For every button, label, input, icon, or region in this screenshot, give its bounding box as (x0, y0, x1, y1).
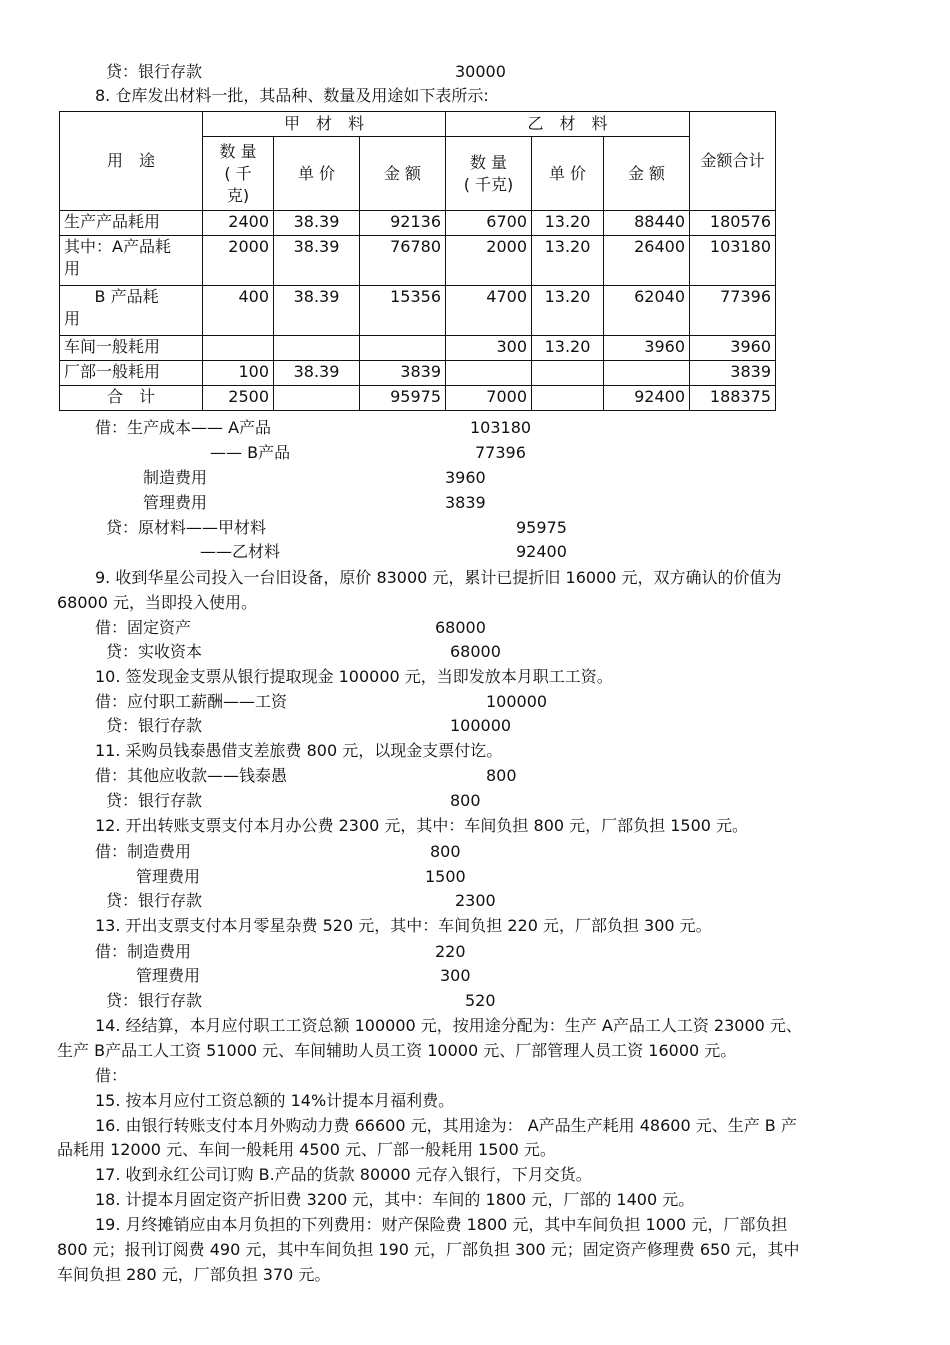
cell-price-yi: 13.20 (532, 211, 604, 236)
cell-amount-yi: 26400 (604, 236, 690, 286)
cell-price-yi (532, 386, 604, 411)
item-19-text-cont: 800 元；报刊订阅费 490 元，其中车间负担 190 元，厂部负担 300 元；固定资产修理费 650 元，其中 (57, 1240, 800, 1259)
entry-label: 管理费用 (143, 493, 208, 512)
item-16-text: 16. 由银行转账支付本月外购动力费 66600 元，其用途为： A产品生产耗用 48600 元、生产 B 产 (95, 1116, 797, 1135)
entry-amount: 100000 (486, 692, 548, 711)
cell-amount-jia: 76780 (360, 236, 446, 286)
entry-label: 管理费用 (136, 966, 201, 985)
cell-price-jia (274, 336, 360, 361)
cell-price-jia: 38.39 (274, 361, 360, 386)
item-13-text: 13. 开出支票支付本月零星杂费 520 元，其中：车间负担 220 元，厂部负担 300 元。 (95, 916, 712, 935)
header-material-jia: 甲 材 料 (203, 112, 446, 137)
row-name: 其中：A产品耗 用 (60, 236, 203, 286)
table-row (60, 361, 776, 386)
entry-amount: 1500 (425, 867, 466, 886)
entry-label: 借：制造费用 (95, 942, 192, 961)
cell-amount-yi: 62040 (604, 286, 690, 336)
entry-amount: 520 (465, 991, 496, 1010)
cell-qty-jia: 2500 (203, 386, 274, 411)
cell-price-yi: 13.20 (532, 336, 604, 361)
item-8-text: 8. 仓库发出材料一批，其品种、数量及用途如下表所示: (95, 86, 489, 105)
header-price-yi: 单 价 (532, 137, 604, 211)
item-11-text: 11. 采购员钱泰愚借支差旅费 800 元，以现金支票付讫。 (95, 741, 503, 760)
row-name: 车间一般耗用 (60, 336, 203, 361)
entry-label: 制造费用 (143, 468, 208, 487)
header-price-jia: 单 价 (274, 137, 360, 211)
entry-label: 借：应付职工薪酬——工资 (95, 692, 288, 711)
entry-label: 贷：银行存款 (106, 891, 203, 910)
cell-total: 103180 (690, 236, 776, 286)
cell-amount-jia: 95975 (360, 386, 446, 411)
cell-total: 3960 (690, 336, 776, 361)
row-name: 生产产品耗用 (60, 211, 203, 236)
cell-amount-yi: 88440 (604, 211, 690, 236)
item-18-text: 18. 计提本月固定资产折旧费 3200 元，其中：车间的 1800 元，厂部的 1400 元。 (95, 1190, 695, 1209)
item-14-text: 14. 经结算，本月应付职工工资总额 100000 元，按用途分配为：生产 A产品工人工资 23000 元、 (95, 1016, 802, 1035)
cell-price-jia: 38.39 (274, 286, 360, 336)
entry-label: —— B产品 (210, 443, 291, 462)
cell-price-yi: 13.20 (532, 236, 604, 286)
item-16-text-cont: 品耗用 12000 元、车间一般耗用 4500 元、厂部一般耗用 1500 元。 (57, 1140, 556, 1159)
cell-qty-jia (203, 336, 274, 361)
entry-label: 借：制造费用 (95, 842, 192, 861)
cell-amount-jia: 92136 (360, 211, 446, 236)
table-row (60, 336, 776, 361)
item-14-text-cont: 生产 B产品工人工资 51000 元、车间辅助人员工资 10000 元、厂部管理人员工资 16000 元。 (57, 1041, 737, 1060)
cell-qty-jia: 100 (203, 361, 274, 386)
cell-price-yi (532, 361, 604, 386)
entry-amount: 2300 (455, 891, 496, 910)
header-amount-jia: 金 额 (360, 137, 446, 211)
cell-qty-yi (446, 361, 532, 386)
entry-label: 借：其他应收款——钱泰愚 (95, 766, 288, 785)
cell-amount-jia (360, 336, 446, 361)
item-19-text: 19. 月终摊销应由本月负担的下列费用：财产保险费 1800 元，其中车间负担 1000 元，厂部负担 (95, 1215, 788, 1234)
cell-total: 77396 (690, 286, 776, 336)
header-total: 金额合计 (690, 112, 776, 211)
entry-amount: 103180 (470, 418, 532, 437)
cell-price-jia: 38.39 (274, 211, 360, 236)
entry-label: 借：固定资产 (95, 618, 192, 637)
entry-label: 借： (95, 1066, 128, 1085)
table-row (60, 286, 776, 336)
entry-amount: 68000 (450, 642, 501, 661)
entry-amount: 100000 (450, 716, 512, 735)
cell-amount-yi: 92400 (604, 386, 690, 411)
item-19-text-cont2: 车间负担 280 元，厂部负担 370 元。 (57, 1265, 331, 1284)
entry-amount: 95975 (516, 518, 567, 537)
item-9-text: 9. 收到华星公司投入一台旧设备，原价 83000 元，累计已提折旧 16000 元，双方确认的价值为 (95, 568, 782, 587)
cell-qty-yi: 4700 (446, 286, 532, 336)
cell-amount-jia: 15356 (360, 286, 446, 336)
entry-label: 借：生产成本—— A产品 (95, 418, 272, 437)
entry-label: 贷：实收资本 (106, 642, 203, 661)
cell-amount-yi: 3960 (604, 336, 690, 361)
row-name: B 产品耗 用 (60, 286, 203, 336)
table-row-total (60, 386, 776, 411)
entry-amount: 300 (440, 966, 471, 985)
header-use: 用 途 (60, 112, 203, 211)
cell-qty-yi: 300 (446, 336, 532, 361)
cell-price-jia: 38.39 (274, 236, 360, 286)
entry-amount: 3960 (445, 468, 486, 487)
credit-label: 贷：银行存款 (106, 62, 203, 81)
item-10-text: 10. 签发现金支票从银行提取现金 100000 元，当即发放本月职工工资。 (95, 667, 613, 686)
entry-label: 贷：原材料——甲材料 (106, 518, 267, 537)
credit-amount: 30000 (455, 62, 506, 81)
row-name: 厂部一般耗用 (60, 361, 203, 386)
cell-amount-jia: 3839 (360, 361, 446, 386)
entry-label: 贷：银行存款 (106, 791, 203, 810)
cell-amount-yi (604, 361, 690, 386)
cell-total: 3839 (690, 361, 776, 386)
item-12-text: 12. 开出转账支票支付本月办公费 2300 元，其中：车间负担 800 元，厂部负担 1500 元。 (95, 816, 749, 835)
header-qty-jia: 数 量 ( 千 克) (203, 137, 274, 211)
header-material-yi: 乙 材 料 (446, 112, 690, 137)
cell-qty-jia: 400 (203, 286, 274, 336)
entry-amount: 92400 (516, 542, 567, 561)
entry-label: ——乙材料 (200, 542, 281, 561)
entry-label: 管理费用 (136, 867, 201, 886)
cell-price-yi: 13.20 (532, 286, 604, 336)
cell-qty-yi: 6700 (446, 211, 532, 236)
entry-amount: 800 (450, 791, 481, 810)
entry-amount: 3839 (445, 493, 486, 512)
item-17-text: 17. 收到永红公司订购 B.产品的货款 80000 元存入银行，下月交货。 (95, 1165, 592, 1184)
entry-amount: 220 (435, 942, 466, 961)
cell-qty-yi: 2000 (446, 236, 532, 286)
cell-qty-yi: 7000 (446, 386, 532, 411)
entry-label: 贷：银行存款 (106, 991, 203, 1010)
item-15-text: 15. 按本月应付工资总额的 14%计提本月福利费。 (95, 1091, 455, 1110)
materials-table (59, 111, 776, 411)
entry-amount: 800 (430, 842, 461, 861)
table-row (60, 236, 776, 286)
cell-total: 188375 (690, 386, 776, 411)
cell-price-jia (274, 386, 360, 411)
header-amount-yi: 金 额 (604, 137, 690, 211)
entry-amount: 77396 (475, 443, 526, 462)
cell-total: 180576 (690, 211, 776, 236)
entry-amount: 68000 (435, 618, 486, 637)
cell-qty-jia: 2000 (203, 236, 274, 286)
table-row (60, 211, 776, 236)
entry-amount: 800 (486, 766, 517, 785)
item-9-text-cont: 68000 元，当即投入使用。 (57, 593, 257, 612)
header-qty-yi: 数 量 ( 千克) (446, 137, 532, 211)
row-name: 合 计 (60, 386, 203, 411)
cell-qty-jia: 2400 (203, 211, 274, 236)
entry-label: 贷：银行存款 (106, 716, 203, 735)
